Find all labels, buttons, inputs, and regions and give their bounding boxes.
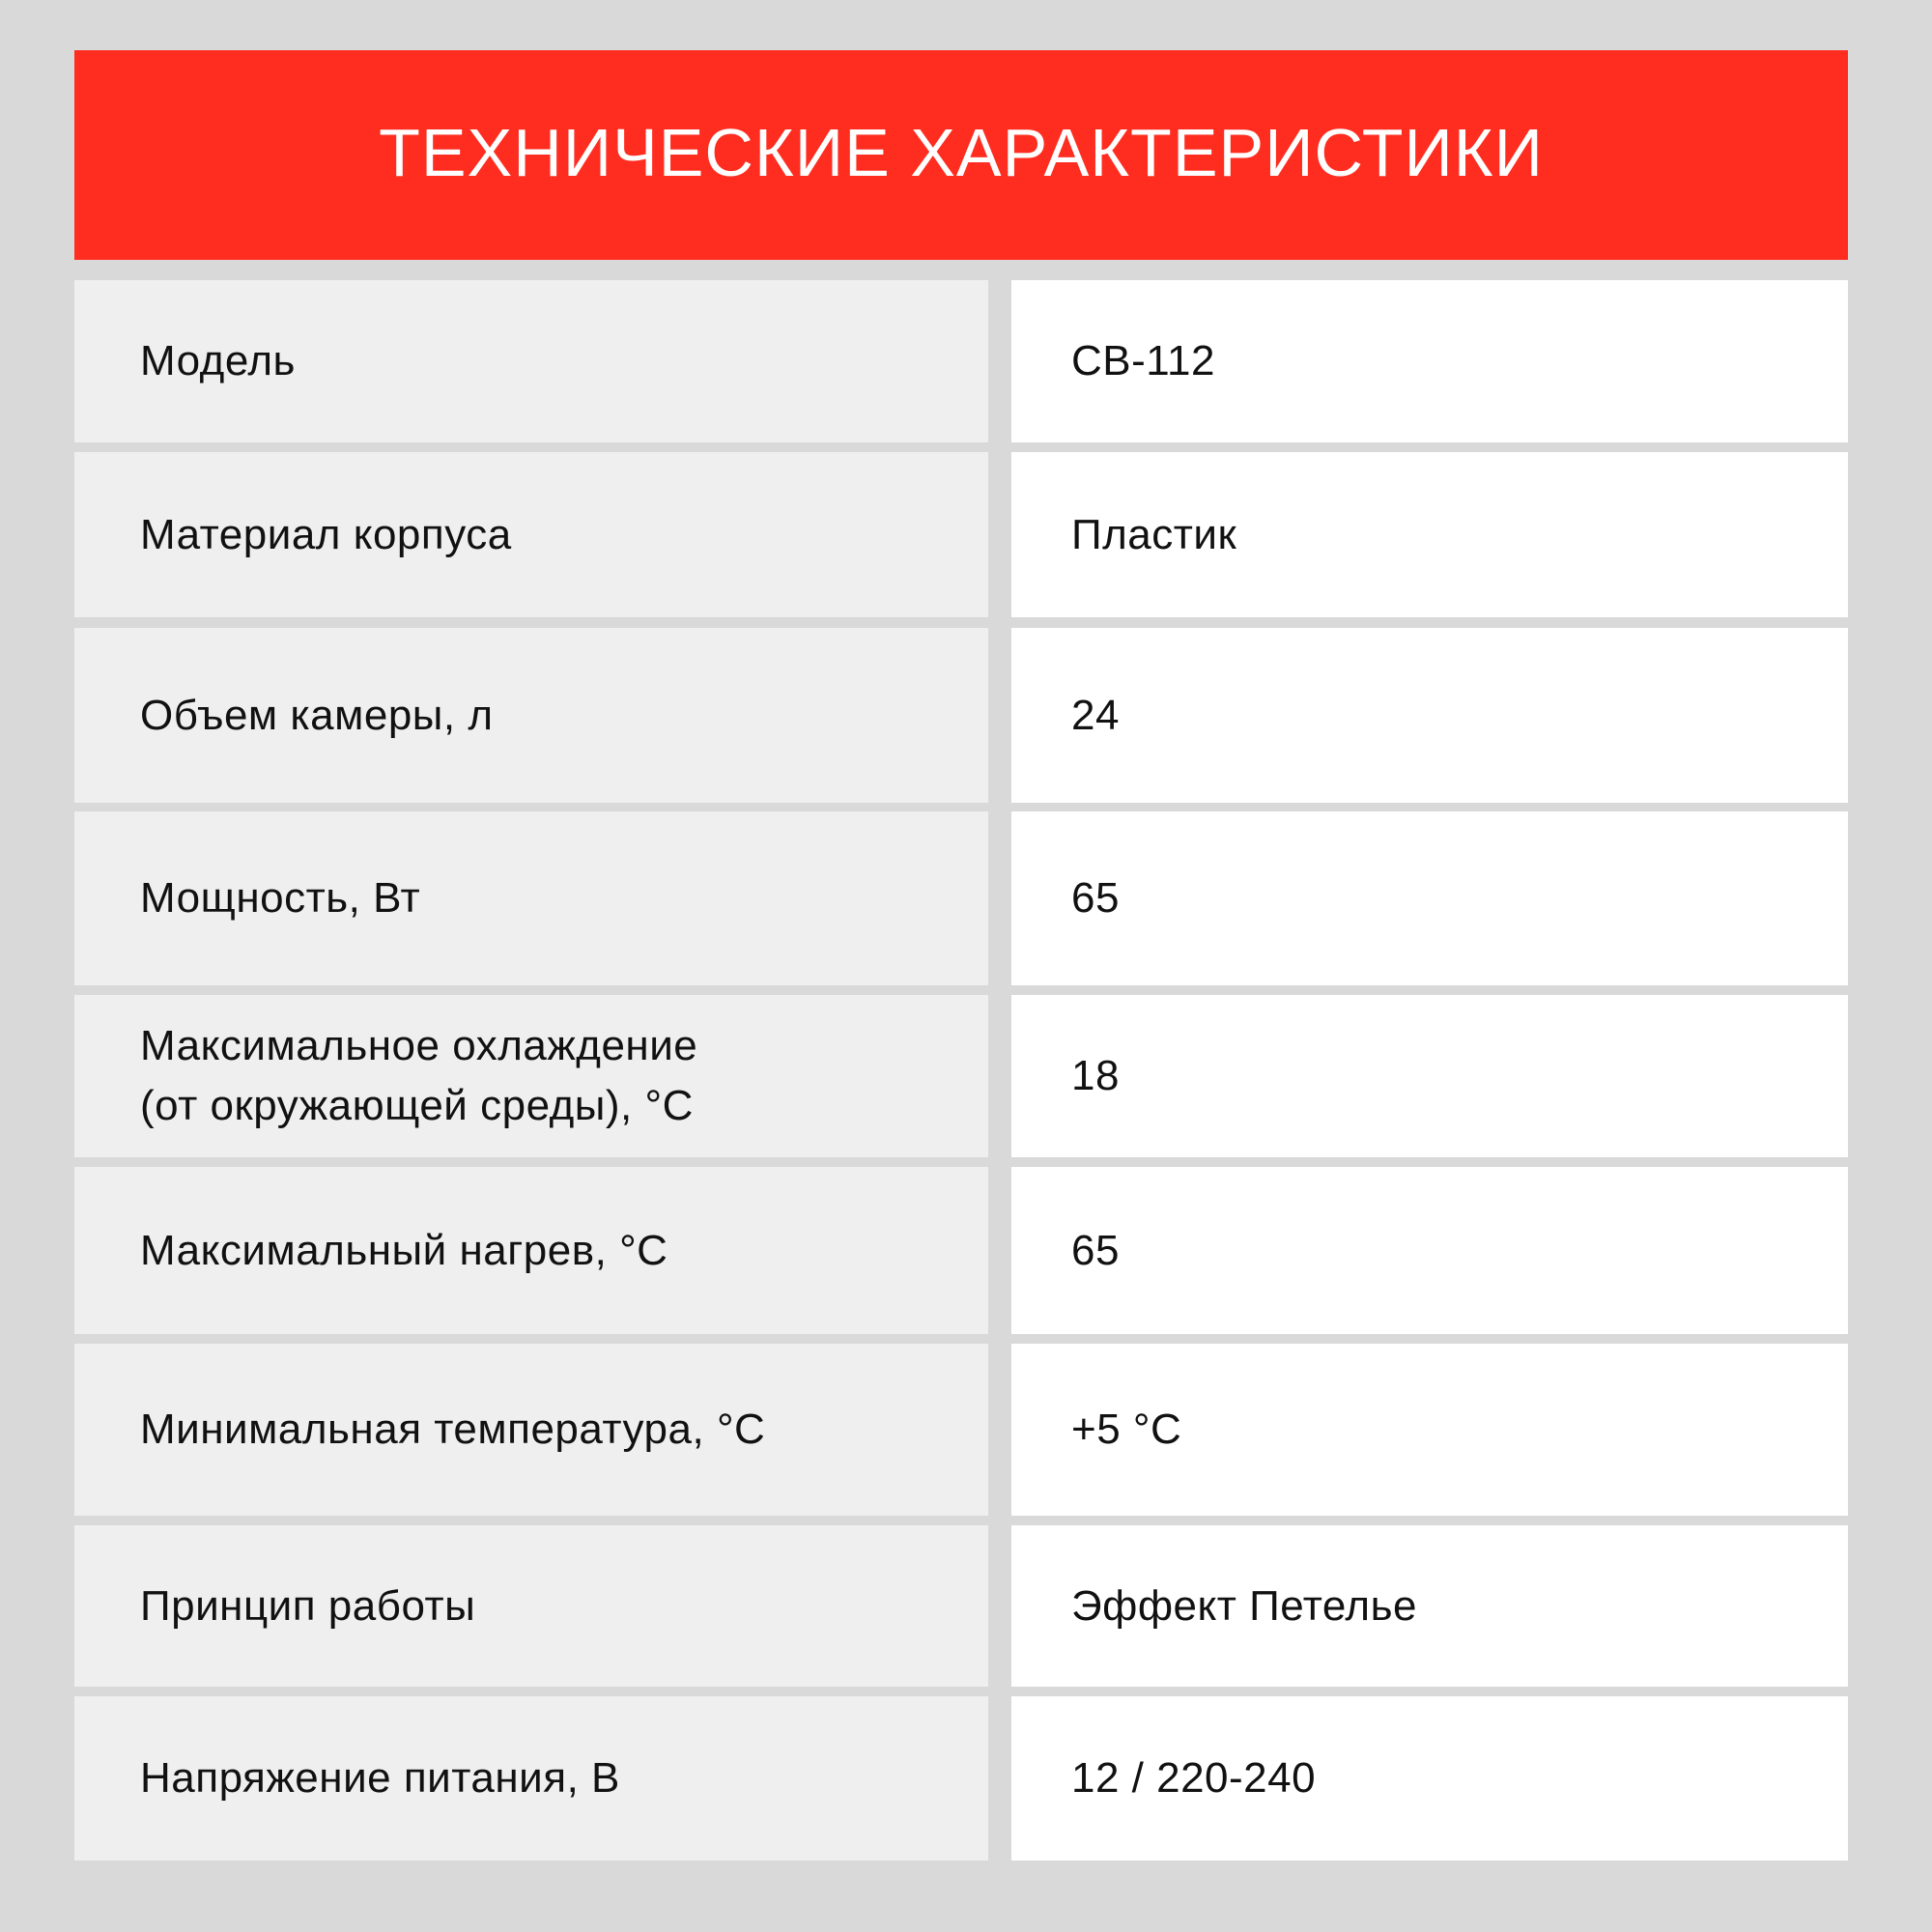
spec-label <box>74 628 988 803</box>
spec-row-max-cooling <box>0 995 1932 1157</box>
spec-label <box>74 1696 988 1861</box>
spec-label-text: Материал корпуса <box>140 510 512 558</box>
spec-value <box>1011 1525 1848 1687</box>
spec-value <box>1011 280 1848 442</box>
spec-value-text: 65 <box>1071 1226 1120 1274</box>
spec-label <box>74 452 988 617</box>
page-title: ТЕХНИЧЕСКИЕ ХАРАКТЕРИСТИКИ <box>379 114 1544 190</box>
spec-row-power <box>0 811 1932 985</box>
spec-row-model <box>0 280 1932 442</box>
spec-value <box>1011 1696 1848 1861</box>
spec-value <box>1011 452 1848 617</box>
spec-label-text: Принцип работы <box>140 1581 476 1630</box>
spec-row-principle <box>0 1525 1932 1687</box>
spec-label <box>74 1344 988 1516</box>
spec-label-text: Максимальный нагрев, °C <box>140 1226 668 1274</box>
spec-value-text: Эффект Петелье <box>1071 1581 1417 1630</box>
spec-label <box>74 811 988 985</box>
spec-label-text: Минимальная температура, °C <box>140 1406 766 1453</box>
spec-row-volume <box>0 628 1932 803</box>
spec-row-min-temp <box>0 1344 1932 1516</box>
spec-value-text: +5 °C <box>1071 1406 1182 1453</box>
spec-value <box>1011 1344 1848 1516</box>
spec-label-text: Объем камеры, л <box>140 691 494 739</box>
spec-label-text: Максимальное охлаждение (от окружающей среды), °C <box>140 1022 698 1129</box>
spec-label <box>74 1167 988 1334</box>
spec-label-text: Мощность, Вт <box>140 874 421 922</box>
spec-value-text: 65 <box>1071 874 1120 922</box>
spec-value-text: 18 <box>1071 1052 1120 1099</box>
spec-label <box>74 995 988 1157</box>
spec-row-max-heating <box>0 1167 1932 1334</box>
spec-row-voltage <box>0 1696 1932 1861</box>
spec-value <box>1011 628 1848 803</box>
spec-label-text: Напряжение питания, В <box>140 1754 620 1802</box>
spec-label-text: Модель <box>140 337 296 384</box>
spec-value <box>1011 811 1848 985</box>
spec-header <box>74 50 1848 260</box>
spec-row-material <box>0 452 1932 617</box>
spec-value-text: CB-112 <box>1071 337 1215 384</box>
spec-value-text: 24 <box>1071 691 1120 739</box>
spec-value <box>1011 995 1848 1157</box>
spec-label <box>74 280 988 442</box>
spec-label <box>74 1525 988 1687</box>
spec-value-text: Пластик <box>1071 510 1237 558</box>
spec-value-text: 12 / 220-240 <box>1071 1754 1317 1802</box>
spec-value <box>1011 1167 1848 1334</box>
